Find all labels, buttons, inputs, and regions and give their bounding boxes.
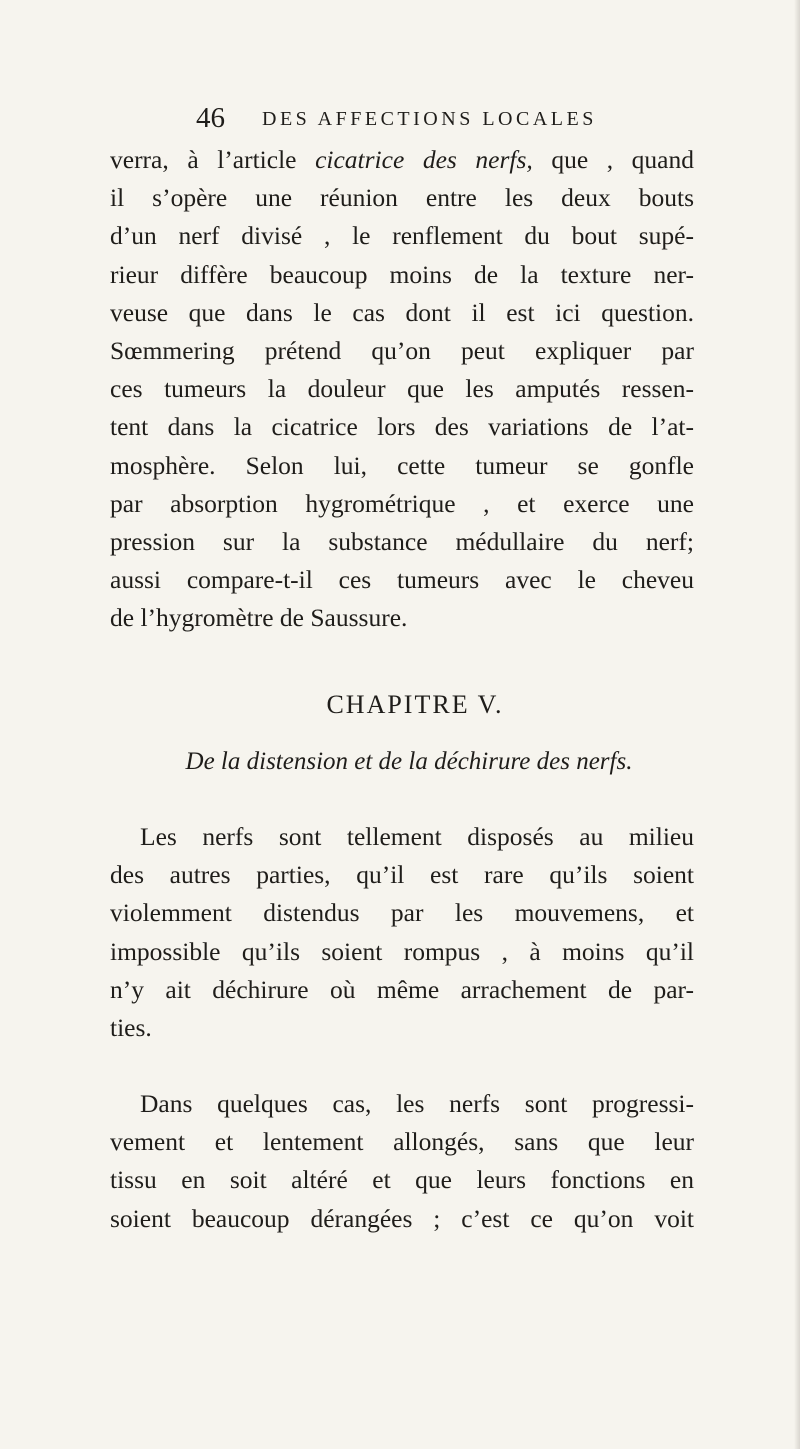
text-line: aussi compare-t-il ces tumeurs avec le cheveu	[110, 565, 694, 595]
text-line: vement et lentement allongés, sans que leur	[110, 1127, 694, 1157]
paragraph-2	[110, 818, 694, 1047]
text-line: ces tumeurs la douleur que les amputés ressen-	[110, 374, 694, 404]
text-line: mosphère. Selon lui, cette tumeur se gonfle	[110, 450, 694, 480]
text-line: tissu en soit altéré et que leurs fonctions en	[110, 1165, 694, 1195]
text-line	[110, 141, 694, 179]
text-line: n’y ait déchirure où même arrachement de par-	[110, 974, 694, 1004]
page-header	[196, 102, 676, 142]
text-run: que , quand	[532, 145, 695, 174]
page-number: 46	[196, 102, 225, 134]
text-line: ties.	[110, 1012, 152, 1042]
text-line: d’un nerf divisé , le renflement du bout supé-	[110, 221, 694, 251]
text-line: violemment distendus par les mouvemens, et	[110, 898, 694, 928]
chapter-title: CHAPITRE V.	[326, 690, 504, 719]
text-line: veuse que dans le cas dont il est ici question.	[110, 297, 694, 327]
text-line: il s’opère une réunion entre les deux bouts	[110, 183, 694, 213]
chapter-subtitle: De la distension et de la déchirure des nerfs.	[185, 748, 633, 775]
text-run: verra, à l’article	[110, 145, 316, 174]
text-line: tent dans la cicatrice lors des variations de l’at-	[110, 412, 694, 442]
text-line: Sœmmering prétend qu’on peut expliquer par	[110, 335, 694, 365]
text-line: rieur diffère beaucoup moins de la texture ner-	[110, 259, 694, 289]
text-line: par absorption hygrométrique , et exerce une	[110, 488, 694, 518]
text-line: Dans quelques cas, les nerfs sont progressi-	[140, 1089, 694, 1118]
italic-reference: cicatrice des nerfs,	[315, 145, 533, 174]
paragraph-1	[110, 141, 694, 637]
paragraph-3	[110, 1085, 694, 1238]
text-line: impossible qu’ils soient rompus , à moins qu’il	[110, 936, 694, 966]
text-line: de l’hygromètre de Saussure.	[110, 603, 408, 633]
text-line: des autres parties, qu’il est rare qu’ils soient	[110, 860, 694, 890]
running-head: DES AFFECTIONS LOCALES	[262, 108, 597, 130]
text-line: Les nerfs sont tellement disposés au milieu	[140, 822, 694, 851]
text-line: soient beaucoup dérangées ; c’est ce qu’on voit	[110, 1203, 694, 1233]
page-edge-shadow	[794, 0, 800, 1449]
text-line: pression sur la substance médullaire du nerf;	[110, 526, 694, 556]
